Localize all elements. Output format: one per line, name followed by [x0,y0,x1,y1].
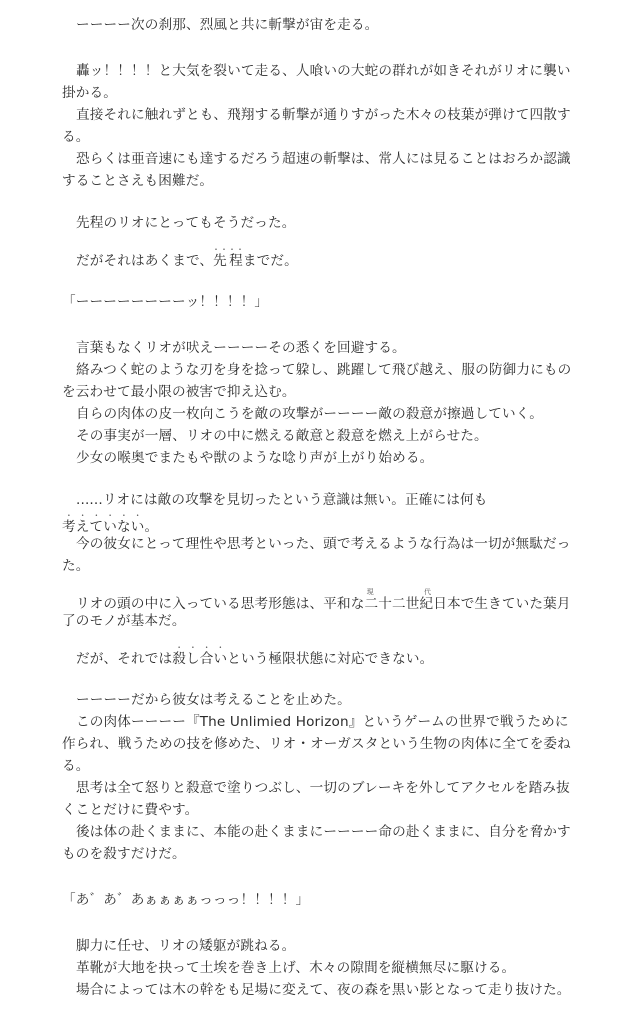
paragraph-line [62,588,571,612]
ruby-word [364,588,434,612]
emphasized-word [172,643,228,667]
paragraph-line: その事実が一層、リオの中に燃える敵意と殺意を燃え上がらせた。 [76,428,488,444]
paragraph-line: 先程のリオにとってもそうだった。 [76,215,296,231]
paragraph-line: することさえも困難だ。 [62,173,214,189]
paragraph-line: この肉体ーーーー『The Unlimied Horizon』というゲームの世界で戦うために [76,714,569,730]
text-segment: 。 [144,519,159,535]
paragraph-line: ーーーーだから彼女は考えることを止めた。 [76,692,351,708]
text-segment: までだ。 [242,253,298,269]
paragraph-line: 後は体の赴くままに、本能の赴くままにーーーー命の赴くままに、自分を脅かす [76,824,571,840]
paragraph-line [62,245,562,267]
text-segment: だが、それでは [76,651,173,667]
paragraph-line: 少女の喉奥でまたもや獣のような唸り声が上がり始める。 [76,450,434,466]
paragraph-line: る。 [62,758,90,774]
ruby-annotation [364,588,433,596]
paragraph-line: ーーーー次の刹那、烈風と共に斬撃が宙を走る。 [76,17,379,33]
text-segment: という極限状態に対応できない。 [227,651,434,667]
emphasized-text: 殺し合い [172,651,228,667]
novel-text-page [62,14,572,1001]
paragraph-line: 絡みつく蛇のような刃を身を捻って躱し、跳躍して飛び越え、服の防御力にもの [76,362,572,378]
ruby-annotation-part: 現 [364,588,379,596]
text-segment: 日本で生きていた葉月 [433,596,571,612]
paragraph-line: を云わせて最小限の被害で抑え込む。 [62,384,296,400]
paragraph-line: 作られ、戦うための技を修めた、リオ・オーガスタという生物の肉体に全てを委ね [62,736,571,752]
paragraph-line: くことだけに費やす。 [62,802,199,818]
text-segment: だがそれはあくまで、 [76,253,214,269]
emphasized-word [212,245,245,269]
dialogue-line: 「あ゛あ゛あぁぁぁぁっっっ！！！！」 [62,892,310,908]
emphasized-text: 先程 [212,253,245,269]
paragraph-line: 掛かる。 [62,85,117,101]
dialogue-line: 「ーーーーーーーーッ！！！！」 [62,294,269,310]
paragraph-line: ものを殺すだけだ。 [62,846,186,862]
paragraph-line: る。 [62,129,90,145]
paragraph-line: 思考は全て怒りと殺意で塗りつぶし、一切のブレーキを外してアクセルを踏み抜 [76,780,570,796]
paragraph-line: ......リオには敵の攻撃を見切ったという意識は無い。正確には何も [76,492,488,508]
emphasis-dots: ・・・・ [212,245,245,254]
paragraph-line: 脚力に任せ、リオの矮躯が跳ねる。 [76,938,296,954]
paragraph-line: 直接それに触れずとも、飛翔する斬撃が通りすがった木々の枝葉が弾けて四散す [76,107,571,123]
paragraph-line [62,511,562,533]
ruby-base-text: 二十二世紀 [364,596,434,612]
paragraph-line: た。 [62,558,90,574]
paragraph-line: 今の彼女にとって理性や思考といった、頭で考えるような行為は一切が無駄だっ [76,536,571,552]
ruby-annotation-part: 代 [424,588,434,596]
paragraph-line: 轟ッ！！！！と大気を裂いて走る、人喰いの大蛇の群れが如きそれがリオに襲い [76,63,571,79]
paragraph-line: 場合によっては木の幹をも足場に変えて、夜の森を黒い影となって走り抜けた。 [76,982,571,998]
emphasis-dots: ・・・・ [172,643,228,652]
paragraph-line: 了のモノが基本だ。 [62,613,186,629]
text-segment: リオの頭の中に入っている思考形態は、平和な [76,596,365,612]
emphasis-dots: ・・・・・・ [62,511,145,520]
paragraph-line: 言葉もなくリオが吠えーーーーその悉くを回避する。 [76,340,406,356]
paragraph-line: 恐らくは亜音速にも達するだろう超速の斬撃は、常人には見ることはおろか認識 [76,151,571,167]
paragraph-line: 自らの肉体の皮一枚向こうを敵の攻撃がーーーー敵の殺意が擦過していく。 [76,406,544,422]
emphasized-text: 考えていない [62,519,145,535]
paragraph-line [62,643,562,665]
paragraph-line: 革靴が大地を抉って土埃を巻き上げ、木々の隙間を縦横無尽に駆ける。 [76,960,516,976]
